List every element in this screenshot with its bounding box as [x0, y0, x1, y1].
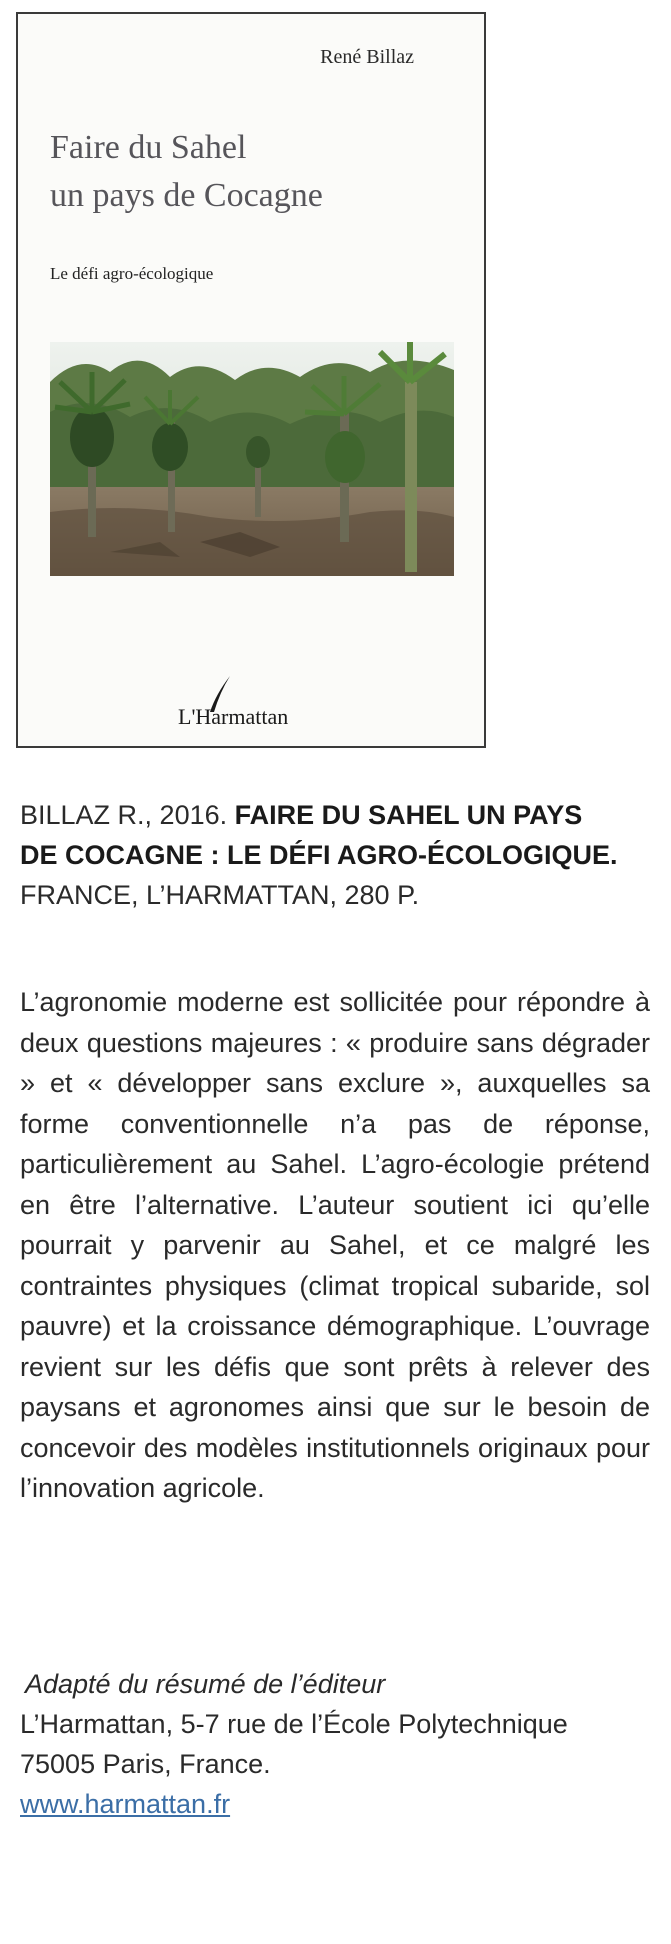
bibliographic-citation — [20, 795, 650, 915]
cover-title-line-1: Faire du Sahel — [50, 129, 247, 166]
cover-subtitle: Le défi agro-écologique — [50, 264, 214, 283]
source-credit: Adapté du résumé de l’éditeur — [25, 1669, 386, 1699]
cover-title — [50, 124, 323, 220]
quill-icon — [206, 674, 232, 720]
papaya-field-illustration — [50, 342, 454, 576]
source-info — [20, 1664, 650, 1824]
publisher-website-link[interactable]: www.harmattan.fr — [20, 1789, 231, 1819]
citation-author-year: BILLAZ R., 2016. — [20, 800, 228, 830]
citation-title-part-2: DE COCAGNE : LE DÉFI AGRO-ÉCOLOGIQUE. — [20, 840, 618, 870]
publisher-logo — [178, 704, 288, 730]
publisher-name: L'Harmattan — [178, 704, 289, 729]
cover-author: René Billaz — [320, 46, 414, 68]
citation-title-part-1: FAIRE DU SAHEL UN PAYS — [234, 800, 583, 830]
cover-title-line-2: un pays de Cocagne — [50, 177, 323, 214]
cover-photo — [50, 342, 454, 576]
citation-line-2 — [20, 835, 650, 875]
abstract — [20, 982, 650, 1509]
abstract-text: L’agronomie moderne est sollicitée pour répondre à deux questions majeures : « produire sans dégrader » et « développer sans exclure », auxquelles sa forme conventionnelle n’a pas de réponse, particulièrement au Sahel. L’agro-écologie prétend en être l’alternative. L’auteur soutient ici qu’elle pourrait y parvenir au Sahel, et ce malgré les contraintes physiques (climat tropical subaride, sol pauvre) et la croissance démographique. L’ouvrage revient sur les défis que sont prêts à relever des paysans et agronomes ainsi que sur le besoin de concevoir des modèles institutionnels originaux pour l’innovation agricole. — [20, 987, 650, 1503]
citation-line-1 — [20, 795, 650, 835]
publisher-address-line-1: L’Harmattan, 5-7 rue de l’École Polytechnique — [20, 1709, 568, 1739]
citation-publication: FRANCE, L’HARMATTAN, 280 P. — [20, 880, 420, 910]
publisher-address-line-2: 75005 Paris, France. — [20, 1749, 271, 1779]
book-cover — [16, 12, 486, 748]
